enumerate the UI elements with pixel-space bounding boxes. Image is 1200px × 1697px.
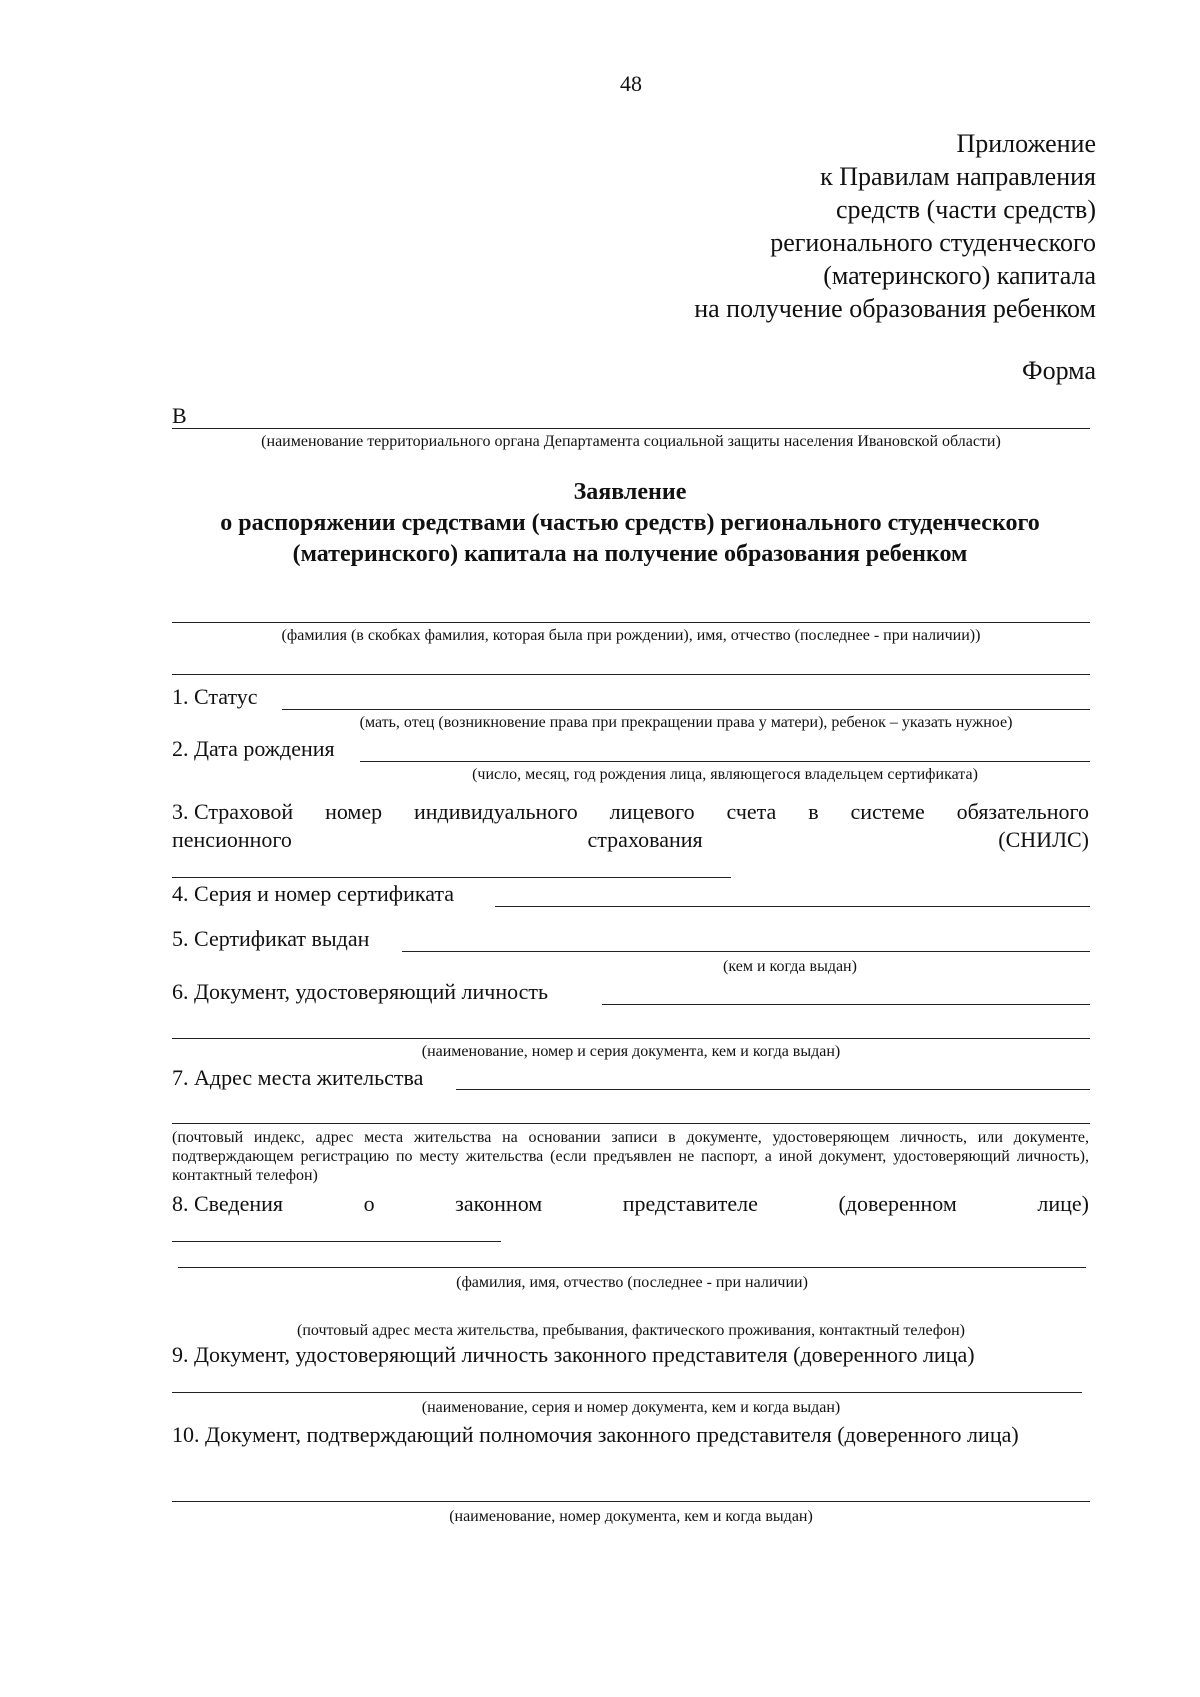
recipient-prefix: В — [172, 403, 187, 428]
snils-word: в — [808, 799, 819, 824]
snils-word: (СНИЛС) — [998, 827, 1089, 852]
snils-word: системе — [850, 799, 925, 824]
authority-document-field[interactable] — [172, 1501, 1090, 1502]
snils-word: 3. Страховой — [172, 799, 294, 824]
address-field[interactable] — [456, 1089, 1090, 1090]
recipient-line[interactable] — [172, 428, 1090, 429]
snils-field[interactable] — [172, 877, 731, 878]
title-line: о распоряжении средствами (частью средств) регионального студенческого — [220, 510, 1040, 536]
status-caption: (мать, отец (возникновение права при прекращении права у матери), ребенок – указать нужное) — [359, 714, 1013, 731]
appendix-line: (материнского) капитала — [823, 261, 1096, 290]
representative-word: о — [363, 1191, 375, 1216]
representative-address-caption: (почтовый адрес места жительства, пребывания, фактического проживания, контактный телефон) — [297, 1322, 965, 1339]
appendix-line: регионального студенческого — [770, 228, 1096, 257]
snils-word: индивидуального — [413, 799, 578, 824]
representative-name-field[interactable] — [178, 1267, 1086, 1268]
identity-document-field-2[interactable] — [172, 1038, 1090, 1039]
snils-label-line-2 — [172, 827, 1089, 853]
document-title — [160, 477, 1100, 570]
authority-document-caption: (наименование, номер документа, кем и когда выдан) — [449, 1508, 813, 1525]
recipient-caption: (наименование территориального органа Департамента социальной защиты населения Ивановской области) — [261, 433, 1001, 450]
appendix-line: на получение образования ребенком — [694, 294, 1096, 323]
snils-word: обязательного — [956, 799, 1089, 824]
identity-document-label: 6. Документ, удостоверяющий личность — [172, 979, 549, 1004]
certificate-issued-field[interactable] — [402, 951, 1090, 952]
representative-field[interactable] — [172, 1241, 501, 1242]
status-field[interactable] — [282, 709, 1090, 710]
status-label: 1. Статус — [172, 684, 258, 709]
title-line: (материнского) капитала на получение образования ребенком — [292, 541, 968, 567]
applicant-name-line[interactable] — [172, 622, 1090, 623]
authority-document-label: 10. Документ, подтверждающий полномочия законного представителя (доверенного лица) — [172, 1422, 1019, 1447]
identity-document-field[interactable] — [602, 1004, 1090, 1005]
page-number: 48 — [620, 71, 642, 96]
representative-identity-label: 9. Документ, удостоверяющий личность законного представителя (доверенного лица) — [172, 1342, 975, 1367]
snils-word: лицевого — [609, 799, 695, 824]
representative-word: лице) — [1037, 1191, 1089, 1216]
form-label: Форма — [1022, 356, 1096, 385]
appendix-header — [694, 127, 1096, 325]
appendix-line: средств (части средств) — [835, 195, 1096, 224]
snils-word: счета — [726, 799, 777, 824]
appendix-line: к Правилам направления — [820, 162, 1096, 191]
address-label: 7. Адрес места жительства — [172, 1065, 424, 1090]
snils-word: пенсионного — [172, 827, 292, 852]
birth-date-field[interactable] — [360, 761, 1090, 762]
representative-word: (доверенном — [838, 1191, 957, 1216]
representative-word: 8. Сведения — [172, 1191, 284, 1216]
address-field-2[interactable] — [172, 1123, 1090, 1124]
snils-label-line-1 — [172, 799, 1089, 825]
address-caption: (почтовый индекс, адрес места жительства на основании записи в документе, удостоверяющем личность, или документе, подтверждающем регистрацию по месту жительства (если предъявлен не паспорт, а иной документ, удостоверяющий личность), контактный телефон) — [172, 1129, 1089, 1184]
certificate-number-label: 4. Серия и номер сертификата — [172, 881, 455, 906]
representative-word: законном — [455, 1191, 543, 1216]
certificate-number-field[interactable] — [495, 906, 1090, 907]
identity-document-caption: (наименование, номер и серия документа, кем и когда выдан) — [421, 1043, 841, 1060]
appendix-line: Приложение — [956, 129, 1096, 158]
representative-identity-field[interactable] — [172, 1392, 1082, 1393]
snils-word: страхования — [587, 827, 703, 852]
certificate-issued-label: 5. Сертификат выдан — [172, 926, 370, 951]
birth-date-caption: (число, месяц, год рождения лица, являющегося владельцем сертификата) — [472, 766, 978, 783]
representative-label — [172, 1191, 1089, 1217]
representative-identity-caption: (наименование, серия и номер документа, кем и когда выдан) — [421, 1399, 841, 1416]
representative-word: представителе — [622, 1191, 758, 1216]
applicant-name-caption: (фамилия (в скобках фамилия, которая была при рождении), имя, отчество (последнее - при наличии)) — [281, 627, 981, 644]
snils-word: номер — [325, 799, 383, 824]
representative-name-caption: (фамилия, имя, отчество (последнее - при наличии) — [456, 1274, 808, 1291]
certificate-issued-caption: (кем и когда выдан) — [723, 958, 857, 975]
applicant-name-line-2[interactable] — [172, 674, 1090, 675]
birth-date-label: 2. Дата рождения — [172, 736, 335, 761]
title-line: Заявление — [573, 479, 687, 505]
